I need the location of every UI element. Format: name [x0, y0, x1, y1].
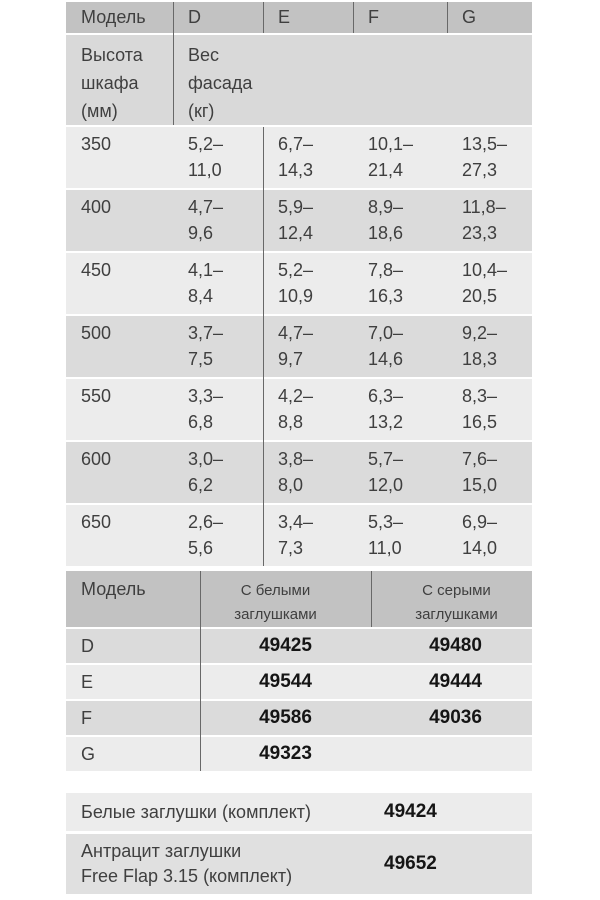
- weight-range-cell-f: [353, 253, 447, 314]
- weight-max: 10,9: [278, 286, 314, 306]
- weight-min: 2,6–: [188, 512, 224, 532]
- weight-range-cell-d: [173, 253, 263, 314]
- weight-range-cell-g: [447, 379, 532, 440]
- weight-table-row: [66, 442, 532, 503]
- weight-range-cell-g: [447, 190, 532, 251]
- weight-range-cell-e: [263, 316, 353, 377]
- cabinet-height-header: Высота шкафа (мм): [81, 45, 143, 121]
- weight-min: 3,3–: [188, 386, 224, 406]
- article-grey-cell: [371, 737, 532, 771]
- article-white-cell: 49586: [259, 707, 312, 728]
- column-divider: [447, 2, 448, 33]
- article-grey-cell: 49480: [429, 635, 482, 656]
- column-divider: [353, 2, 354, 33]
- weight-range-cell-d: [173, 442, 263, 503]
- weight-min: 3,7–: [188, 323, 224, 343]
- weight-min: 3,0–: [188, 449, 224, 469]
- weight-min: 7,6–: [462, 449, 498, 469]
- weight-min: 4,7–: [188, 197, 224, 217]
- col-header-white-caps: С белыми заглушками: [234, 582, 317, 623]
- weight-max: 27,3: [462, 160, 498, 180]
- weight-range-cell-g: [447, 253, 532, 314]
- col-header-model: Модель: [81, 579, 146, 599]
- weight-max: 8,8: [278, 412, 304, 432]
- anthracite-caps-kit-label: [66, 834, 532, 889]
- weight-range-cell-d: [173, 505, 263, 566]
- white-caps-kit-label: Белые заглушки (комплект): [81, 802, 312, 822]
- article-table-row: [66, 701, 532, 735]
- weight-max: 21,4: [368, 160, 404, 180]
- anthracite-caps-kit-row: [66, 834, 532, 894]
- article-white-cell: 49323: [259, 743, 312, 764]
- weight-min: 4,2–: [278, 386, 314, 406]
- weight-max: 13,2: [368, 412, 404, 432]
- weight-min: 13,5–: [462, 134, 508, 154]
- weight-range-cell-e: [263, 505, 353, 566]
- col-header-model-d: D: [188, 7, 201, 27]
- weight-min: 10,1–: [368, 134, 414, 154]
- weight-min: 5,9–: [278, 197, 314, 217]
- weight-table-row: [66, 190, 532, 251]
- cabinet-height-cell: 600: [81, 449, 112, 469]
- col-header-model-f: F: [368, 7, 379, 27]
- weight-max: 8,4: [188, 286, 214, 306]
- weight-table-row: [66, 379, 532, 440]
- weight-range-cell-d: [173, 127, 263, 188]
- cabinet-height-cell: 550: [81, 386, 112, 406]
- weight-range-cell-e: [263, 127, 353, 188]
- weight-table-row: [66, 316, 532, 377]
- weight-max: 9,7: [278, 349, 304, 369]
- anthracite-caps-kit-label-line2: Free Flap 3.15 (комплект): [81, 866, 293, 886]
- weight-min: 5,2–: [278, 260, 314, 280]
- weight-table-row: [66, 253, 532, 314]
- weight-max: 18,3: [462, 349, 498, 369]
- weight-max: 23,3: [462, 223, 498, 243]
- cabinet-height-cell: 650: [81, 512, 112, 532]
- weight-range-cell-e: [263, 190, 353, 251]
- col-header-model-g: G: [462, 7, 477, 27]
- weight-max: 14,6: [368, 349, 404, 369]
- weight-min: 6,9–: [462, 512, 498, 532]
- facade-weight-table: [66, 2, 532, 568]
- weight-min: 6,7–: [278, 134, 314, 154]
- weight-range-cell-e: [263, 379, 353, 440]
- weight-min: 9,2–: [462, 323, 498, 343]
- weight-range-cell-g: [447, 316, 532, 377]
- weight-max: 14,3: [278, 160, 314, 180]
- weight-range-cell-f: [353, 127, 447, 188]
- weight-max: 14,0: [462, 538, 498, 558]
- column-divider: [200, 571, 201, 771]
- weight-max: 18,6: [368, 223, 404, 243]
- weight-range-cell-f: [353, 316, 447, 377]
- anthracite-caps-kit-article: 49652: [384, 853, 437, 874]
- weight-range-cell-f: [353, 190, 447, 251]
- cabinet-height-cell: 500: [81, 323, 112, 343]
- weight-max: 5,6: [188, 538, 214, 558]
- cabinet-height-cell: 450: [81, 260, 112, 280]
- weight-table-row: [66, 505, 532, 566]
- article-table-row: [66, 737, 532, 771]
- weight-max: 16,5: [462, 412, 498, 432]
- weight-table-header-row: [66, 2, 532, 33]
- column-divider: [371, 571, 372, 627]
- weight-min: 5,7–: [368, 449, 404, 469]
- article-table-row: [66, 629, 532, 663]
- weight-max: 6,2: [188, 475, 214, 495]
- weight-range-cell-g: [447, 505, 532, 566]
- article-table-header-row: [66, 571, 532, 627]
- article-grey-cell: 49444: [429, 671, 482, 692]
- weight-min: 8,3–: [462, 386, 498, 406]
- anthracite-caps-kit-label-line1: Антрацит заглушки: [81, 841, 242, 861]
- weight-min: 5,2–: [188, 134, 224, 154]
- weight-min: 11,8–: [462, 197, 506, 217]
- weight-min: 6,3–: [368, 386, 404, 406]
- weight-min: 8,9–: [368, 197, 404, 217]
- weight-min: 7,0–: [368, 323, 404, 343]
- col-header-model: Модель: [81, 7, 146, 27]
- weight-max: 6,8: [188, 412, 214, 432]
- article-white-cell: 49544: [259, 671, 312, 692]
- article-grey-cell: 49036: [429, 707, 482, 728]
- weight-table-row: [66, 127, 532, 188]
- facade-weight-header: Вес фасада (кг): [188, 45, 253, 121]
- weight-max: 20,5: [462, 286, 498, 306]
- cabinet-height-cell: 400: [81, 197, 112, 217]
- weight-range-cell-f: [353, 379, 447, 440]
- model-cell: E: [81, 672, 94, 692]
- weight-table-subheader-row: [66, 35, 532, 125]
- weight-range-cell-d: [173, 190, 263, 251]
- weight-min: 7,8–: [368, 260, 404, 280]
- weight-max: 16,3: [368, 286, 404, 306]
- weight-range-cell-f: [353, 505, 447, 566]
- weight-min: 3,8–: [278, 449, 314, 469]
- weight-range-cell-e: [263, 442, 353, 503]
- weight-range-cell-g: [447, 127, 532, 188]
- white-caps-kit-article: 49424: [384, 801, 437, 822]
- model-cell: G: [81, 744, 96, 764]
- weight-range-cell-f: [353, 442, 447, 503]
- weight-range-cell-e: [263, 253, 353, 314]
- weight-min: 5,3–: [368, 512, 404, 532]
- weight-max: 8,0: [278, 475, 304, 495]
- weight-range-cell-g: [447, 442, 532, 503]
- column-divider: [263, 2, 264, 33]
- column-divider: [263, 127, 264, 566]
- article-table-row: [66, 665, 532, 699]
- col-header-model-e: E: [278, 7, 291, 27]
- col-header-grey-caps: С серыми заглушками: [415, 582, 498, 623]
- weight-max: 12,0: [368, 475, 404, 495]
- weight-max: 7,3: [278, 538, 304, 558]
- weight-range-cell-d: [173, 316, 263, 377]
- model-cell: F: [81, 708, 92, 728]
- weight-min: 4,7–: [278, 323, 314, 343]
- weight-min: 10,4–: [462, 260, 508, 280]
- weight-max: 7,5: [188, 349, 214, 369]
- weight-max: 11,0: [368, 538, 402, 558]
- weight-max: 12,4: [278, 223, 314, 243]
- article-white-cell: 49425: [259, 635, 312, 656]
- weight-min: 3,4–: [278, 512, 314, 532]
- weight-min: 4,1–: [188, 260, 224, 280]
- column-divider: [173, 2, 174, 125]
- weight-max: 15,0: [462, 475, 498, 495]
- model-cell: D: [81, 636, 94, 656]
- cabinet-height-cell: 350: [81, 134, 112, 154]
- white-caps-kit-row: [66, 793, 532, 831]
- weight-max: 9,6: [188, 223, 214, 243]
- article-number-table: [66, 571, 532, 773]
- weight-max: 11,0: [188, 160, 222, 180]
- weight-range-cell-d: [173, 379, 263, 440]
